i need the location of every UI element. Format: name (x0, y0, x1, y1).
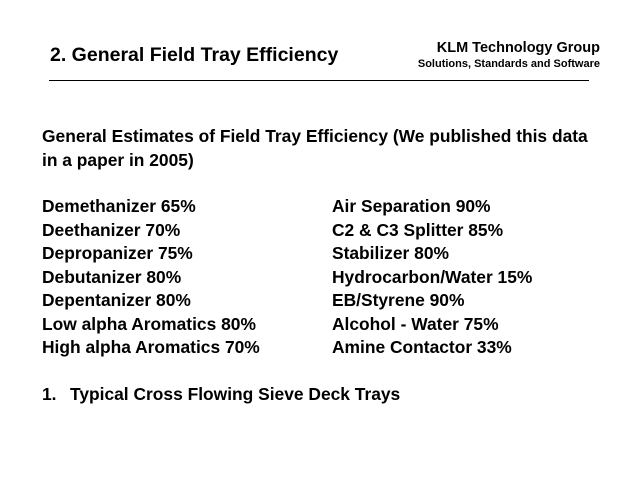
efficiency-table (42, 195, 602, 360)
efficiency-entry-alcohol-water: Alcohol - Water 75% (332, 313, 499, 334)
efficiency-entry-debutanizer: Debutanizer 80% (42, 266, 182, 287)
list-item-number: 1. (42, 383, 57, 404)
efficiency-entry-deethanizer: Deethanizer 70% (42, 219, 181, 240)
intro-text: General Estimates of Field Tray Efficiency (We published this data in a paper in 2005) (42, 126, 588, 170)
slide-content (42, 125, 602, 406)
header-divider (49, 80, 589, 81)
efficiency-entry-air-separation: Air Separation 90% (332, 196, 491, 216)
efficiency-entry-low-alpha-aromatics: Low alpha Aromatics 80% (42, 313, 256, 334)
list-item-text: Typical Cross Flowing Sieve Deck Trays (70, 383, 401, 404)
efficiency-entry-stabilizer: Stabilizer 80% (332, 243, 449, 263)
efficiency-entry-eb-styrene: EB/Styrene 90% (332, 290, 465, 310)
company-tagline: Solutions, Standards and Software (417, 58, 600, 70)
numbered-list (42, 383, 602, 407)
efficiency-entry-high-alpha-aromatics: High alpha Aromatics 70% (42, 337, 260, 357)
slide-title: 2. General Field Tray Efficiency (50, 44, 339, 66)
efficiency-entry-demethanizer: Demethanizer 65% (42, 196, 196, 216)
efficiency-entry-depropanizer: Depropanizer 75% (42, 243, 193, 263)
efficiency-entry-amine-contactor: Amine Contactor 33% (332, 337, 512, 357)
efficiency-entry-depentanizer: Depentanizer 80% (42, 290, 191, 310)
efficiency-entry-hydrocarbon-water: Hydrocarbon/Water 15% (332, 266, 533, 287)
company-branding (418, 40, 600, 72)
company-name: KLM Technology Group (436, 40, 600, 56)
list-item (42, 383, 602, 407)
efficiency-entry-c2-c3-splitter: C2 & C3 Splitter 85% (332, 219, 504, 240)
